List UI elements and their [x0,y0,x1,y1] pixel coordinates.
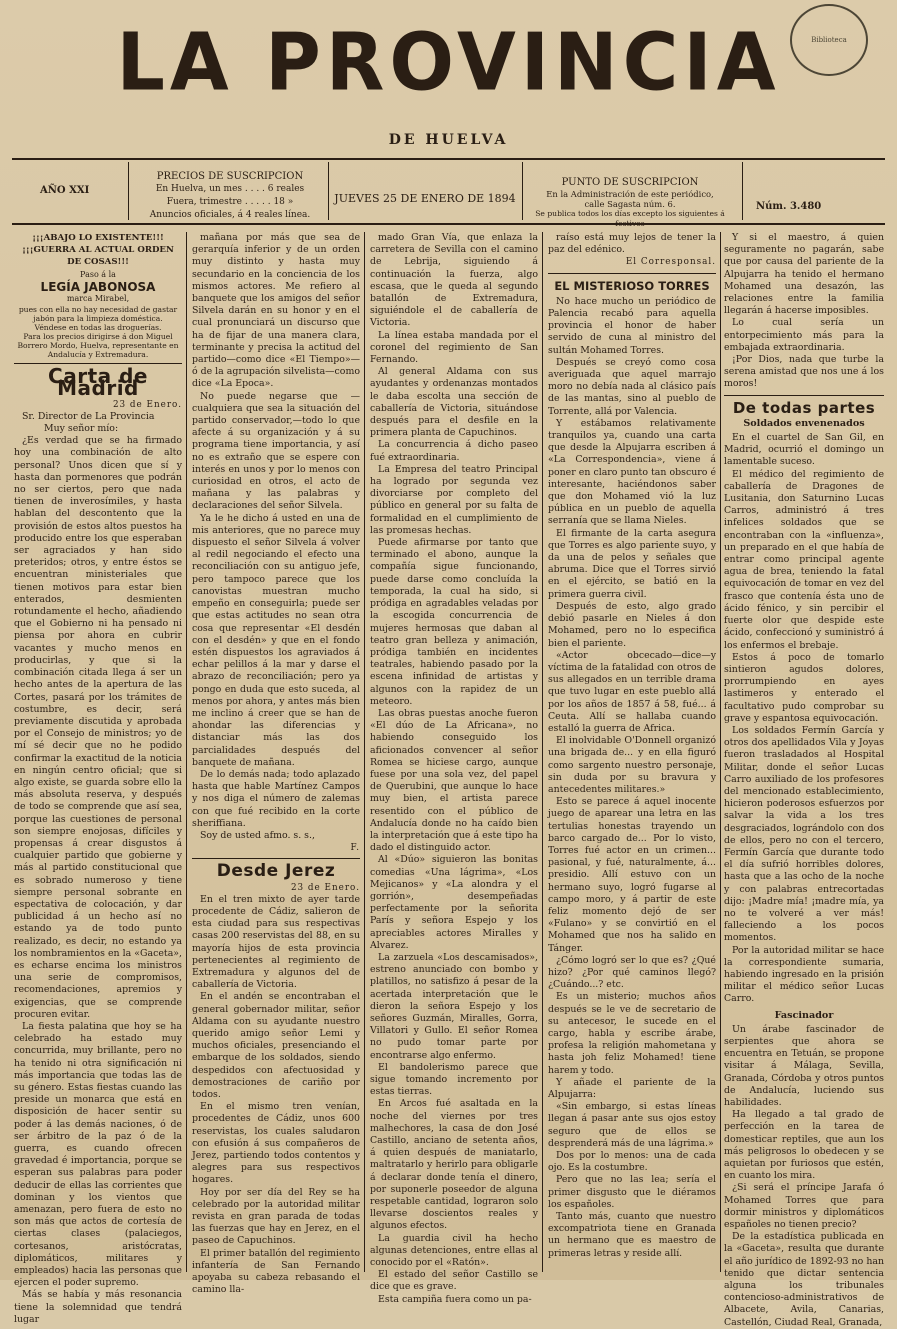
paragraph: Las obras puestas anoche fueron «El dúo de La Africana», no habiendo conseguido los aficionados convencer al señor Romea se hiciese cargo, aunque fuese por una sola vez, del papel de Querubini, que aunque lo hace muy bien, el artista parece resentido con el público de Andalucía donde no ha caído bien la interpretación que á este tipo ha dado el distinguido actor. [370,707,538,854]
paragraph: En el cuartel de San Gil, en Madrid, ocurrió el domingo un lamentable suceso. [724,432,884,468]
subscription-block [530,176,730,229]
column-1 [14,232,182,1325]
paragraph: ¿Si será el príncipe Jarafa ó Mohamed Torres que para dormir ministros y diplomáticos españoles no tienen precio? [724,1182,884,1231]
subscription-title: PUNTO DE SUSCRIPCION [561,177,699,188]
paragraph: En el tren mixto de ayer tarde procedente de Cádiz, salieron de esta ciudad para sus respectivas casas 200 reservistas del 88, en su mayoría hijos de esta provincia pertenecientes al regimiento de Extremadura y algunos del de caballería de Victoria. [192,893,360,991]
greeting: Muy señor mío: [44,423,119,435]
paragraph: Hoy por ser día del Rey se ha celebrado por la autoridad militar revista en gran parada de todas las fuerzas que hay en Jerez, en el paseo de Capuchinos. [192,1186,360,1247]
ad-line: ¡¡¡ABAJO LO EXISTENTE!!! [32,233,164,243]
ad-line: Para los precios dirigirse á don Miguel Borrero Mordo, Huelva, representante en Andalucía y Extremadura. [17,332,179,360]
paragraph: Después de esto, algo grado debió pasarle en Nieles á don Mohamed, pero no lo especifica bien el pariente. [548,600,716,649]
ad-brand: LEGÍA JABONOSA [40,279,156,294]
paragraph: El bandolerismo parece que sigue tomando incremento por estas tierras. [370,1061,538,1098]
paragraph: El médico del regimiento de caballería de Dragones de Lusitania, don Saturnino Lucas Carros, administró á tres infelices soldados que se encontraban con la «influenza», un preparado en el que había de entrar como principal agente agua de brea, teniendo la fatal equivocación de tomar en vez del frasco que contenía ésta uno de ácido fénico, y sin percibir el fuerte olor que despide este ácido, confeccionó y suministró á los enfermos el brebaje. [724,468,884,651]
article-heading: EL MISTERIOSO TORRES [554,278,710,293]
column-5 [724,232,884,1328]
paragraph: Y si el maestro, á quien seguramente no pagarán, sabe que por causa del pariente de la Alpujarra ha tenido el hermano Mohamed una desazón, las relaciones entre la familia llegarán á hacerse imposibles. [724,232,884,317]
ad-line: Paso á la [80,269,116,279]
column-divider [720,232,721,1272]
paragraph: La concurrencia á dicho paseo fué extraordinaria. [370,439,538,463]
header-rule-top [12,158,885,160]
article-date: 23 de Enero. [112,399,182,410]
column-divider [542,232,543,1272]
subscription-line: En la Administración de este periódico, [546,189,714,199]
paragraph: Soy de usted afmo. s. s., [200,829,315,841]
column-divider [186,232,187,1272]
column-divider [364,232,365,1272]
signature: El Corresponsal. [625,257,716,268]
ad-line: Véndese en todas las droguerías. [34,323,162,333]
paragraph: La zarzuela «Los descamisados», estreno anunciado con bombo y platillos, no satisfizo á pesar de la acertada interpretación que le dieron la señora Espejo y los señores Guzmán, Miralles, Gorra, Villatori y Gullo. El señor Romea no pudo tomar parte por encontrarse algo enfermo. [370,951,538,1061]
paragraph: El firmante de la carta asegura que Torres es algo pariente suyo, y da una de pelos y señales que abruma. Dice que el Torres sirvió en el ejército, se batió en la primera guerra civil. [548,527,716,600]
paragraph: Y añade el pariente de la Alpujarra: [548,1076,716,1101]
paragraph: ¿Cómo logró ser lo que es? ¿Qué hizo? ¿Por qué caminos llegó? ¿Cuándo...? etc. [548,954,716,991]
paragraph: De la estadística publicada en la «Gaceta», resulta que durante el año jurídico de 1892-93 no han tenido que dictar sentencia alguna los tribunales contencioso-administrativos de Albacete, Avila, Canarias, Castellón, Ciudad Real, Granada, [724,1231,884,1328]
article-date: 23 de Enero. [290,882,360,893]
paragraph: El primer batallón del regimiento infantería de San Fernando apoyaba su cabeza rebasando el camino lla- [192,1247,360,1296]
issue-number: Núm. 3.480 [756,201,822,212]
paragraph: De lo demás nada; todo aplazado hasta que hable Martínez Campos y nos diga el número de zalemas con que fué recibido en la corte sheriffiana. [192,768,360,829]
column-4 [548,232,716,1272]
paragraph: mado Gran Vía, que enlaza la carretera de Sevilla con el camino de Lebrija, siguiendo á continuación la fuerza, algo escasa, que le queda al segundo batallón de Extremadura, siguiéndole el de caballería de Victoria. [370,232,538,329]
divider [742,162,743,220]
header-rule-bottom [12,223,885,225]
separator [724,395,884,396]
paragraph: El estado del señor Castillo se dice que es grave. [370,1269,538,1293]
paragraph: mañana por más que sea de gerarquía inferior y de un orden muy distinto y hasta muy secundario en la conciencia de los mismos actores. Me refiero al banquete que los amigos del señor Silvela darán en su honor y en el cual pronunciará un discurso que ha de fijar de una manera clara, terminante y precisa la actitud del partido—como dice «El Tiempo»—ó de la agrupación silvelista—como dice «La Epoca». [192,232,360,390]
greeting: Sr. Director de La Provincia [22,410,155,422]
paragraph: Los soldados Fermín García y otros dos apellidados Vila y Joyas fueron trasladados al Hospital Militar, donde el señor Lucas Carro auxiliado de los profesores del mencionado establecimiento, hicieron poderosos esfuerzos por salvar la vida a los tres desgraciados, lográndolo con dos de ellos, pero no con el tercero, Fermín García que durante todo el día sufrió horribles dolores, hasta que a las ocho de la noche y con palabras entrecortadas dijo: ¡Madre mía! ¡madre mía, ya no te volveré a ver más! falleciendo a los pocos momentos. [724,724,884,944]
paragraph: «Sin embargo, si estas líneas llegan á pasar ante sus ojos estoy seguro que de ellos se desprenderá más de una lágrima.» [548,1101,716,1149]
year: AÑO XXI [40,185,90,196]
subheading: Soldados envenenados [743,417,865,429]
prices-title: PRECIOS DE SUSCRIPCION [156,171,304,182]
paragraph: En Arcos fué asaltada en la noche del viernes por tres malhechores, la casa de don José Castillo, anciano de setenta años, á quien después de maniatarlo, maltratarlo y herirlo para obligarle á declarar donde tenía el dinero, por suponerle poseedor de alguna respetable cantidad, lograron solo llevarse doscientos reales y algunos efectos. [370,1098,538,1232]
column-2 [192,232,360,1296]
paragraph: ¿Es verdad que se ha firmado hoy una combinación de alto personal? Unos dicen que sí y hasta dan pormenores que podrán no ser ciertos, pero que nada tienen de inverosímiles, y hasta hablan del descontento que la provisión de estos altos puestos ha producido entre los que esperaban ser agraciados y han sido preteridos; otros, y entre éstos se encuentran ministeriales que tienen motivos para estar bien enterados, desmienten rotundamente el hecho, añadiendo que el Gobierno ni ha pensado ni piensa por ahora en cubrir vacantes y mucho menos en producirlas, y que si la combinación citada llega á ser un hecho antes de la apertura de las Cortes, pasará por los trámites de costumbre, es decir, será previamente discutida y aprobada por el Consejo de ministros; yo de mí sé decir que no he podido confirmar la exactitud de la noticia en ningún centro oficial; que si algo existe, se guarda sobre ello la más absoluta reserva, y después de todo se comprende que así sea, porque las cuestiones de personal son siempre enojosas, difíciles y propensas á crear disgustos á cualquier partido que gobierne y más al partido constitucional que es sobrado numeroso y tiene siempre personal sobrante en espectativa de colocación, y dar publicidad á un hecho así no estando ya de todo punto realizado, es decir, no estando ya los nombramientos en la «Gaceta», es echarse encima los ministros una serie de compromisos, recomendaciones, apremios y exigencias, que se comprende procuren evitar. [14,435,182,1020]
stamp-text: Biblioteca [811,36,847,44]
issue-date: JUEVES 25 DE ENERO DE 1894 [334,192,516,205]
paragraph: Por la autoridad militar se hace la correspondiente sumaria, habiendo ingresado en la prisión militar el médico señor Lucas Carro. [724,944,884,1005]
paragraph: No puede negarse que —cualquiera que sea la situación del partido conservador,—todo lo que afecte á su organización y á su programa tiene importancia, y así no es extraño que se espere con interés en unos y por lo menos con curiosidad en otros, el acto de mañana y las palabras y declaraciones del señor Silvela. [192,390,360,512]
article-heading: Carta de Madrid [48,364,148,401]
divider [328,162,329,220]
separator [192,858,360,859]
paragraph: Ya le he dicho á usted en una de mis anteriores, que no parece muy dispuesto el señor Silvela á volver al redil negociando el efecto una reconciliación con su antiguo jefe, pero tampoco parece que los canovistas muestran mucho empeño en conseguirla; puede ser que estas actitudes no sean otra cosa que representar «El desdén con el desdén» y que en el fondo estén dispuestos los agraviados á echar pelillos á la mar y darse el abrazo de reconciliación; pero ya pongo en duda que esto suceda, al menos por ahora, y antes más bien me inclino á creer que se han de ahondar las diferencias y distanciar más las dos parcialidades después del banquete de mañana. [192,512,360,768]
paragraph: Más se había y más resonancia tiene la solemnidad que tendrá lugar [14,1289,182,1325]
paragraph: Pero que no las lea; sería el primer disgusto que le diéramos los españoles. [548,1174,716,1210]
ad-line: marca Mirabel, [66,294,130,304]
price-line: Fuera, trimestre . . . . . 18 » [166,197,294,207]
section-heading: De todas partes [732,398,876,417]
separator [548,273,716,274]
paragraph: Esta campiña fuera como un pa- [378,1293,532,1305]
ad-line: pues con ella no hay necesidad de gastar jabón para la limpieza doméstica. [18,305,178,324]
signature: F. [350,843,360,854]
prices-block [140,170,320,222]
paragraph: Esto se parece á aquel inocente juego de aparear una letra en las tertulias honestas trayendo un barco cargado de... Por lo visto, Torres fué actor en un crimen... pasional, y fué, naturalmente, á... presidio. Allí estuvo con un hermano suyo, logró fugarse al campo moro, y á partir de este feliz momento dejó de ser «Fulano» y se convirtió en el Mohamed que nos ha salido en Tánger. [548,796,716,954]
subscription-line: Se publica todos los días excepto los siguientes á festivos [535,209,725,228]
paragraph: Y estábamos relativamente tranquilos ya, cuando una carta que desde la Alpujarra escriben á «La Correspondencia», viene á poner en claro punto tan obscuro é interesante, haciéndonos saber que don Mohamed vió la luz pública en un pueblo de aquella serranía que se llama Nieles. [548,417,716,527]
paragraph: «Actor obcecado—dice—y víctima de la fatalidad con otros de sus allegados en un terrible drama que tuvo lugar en este pueblo allá por los años de 1857 á 58, fué... á Ceuta. Allí se hallaba cuando estalló la guerra de Africa. [548,649,716,734]
paragraph: La Empresa del teatro Principal ha logrado por segunda vez divorciarse por completo del público en general por su falta de formalidad en el cumplimiento de las promesas hechas. [370,463,538,536]
price-line: En Huelva, un mes . . . . 6 reales [155,184,305,194]
paragraph: Dos por lo menos: una de cada ojo. Es la costumbre. [548,1150,716,1174]
masthead-title: LA PROVINCIA [116,14,781,109]
paragraph: En el mismo tren venían, procedentes de Cádiz, unos 600 reservistas, los cuales saludaron con efusión á sus compañeros de Jerez, partiendo todos contentos y alegres para sus respectivos hogares. [192,1101,360,1186]
subheading: Fascinador [774,1009,834,1021]
price-line: Anuncios oficiales, á 4 reales línea. [149,210,311,220]
paragraph: Lo cual sería un entorpecimiento más para la embajada extraordinaria. [724,317,884,353]
masthead-subtitle: DE HUELVA [388,132,509,148]
divider [522,162,523,220]
paragraph: En el andén se encontraban el general gobernador militar, señor Aldama con su ayudante nuestro querido amigo señor Lemi y muchos oficiales, presenciando el embarque de los soldados, siendo despedidos con afectuosidad y demostraciones de cariño por todos. [192,991,360,1101]
divider [128,162,129,220]
paragraph: Un árabe fascinador de serpientes que ahora se encuentra en Tetuán, se propone visitar á Málaga, Sevilla, Granada, Córdoba y otros puntos de Andalucía, luciendo sus habilidades. [724,1023,884,1109]
column-3 [370,232,538,1305]
paragraph: El inolvidable O'Donnell organizó una brigada de... y en ella figuró como sargento nuestro personaje, sin duda por su bravura y antecedentes militares.» [548,735,716,795]
paragraph: Al «Dúo» siguieron las bonitas comedias «Una lágrima», «Los Mejicanos» y «La alondra y el gorrión», desempeñadas perfectamente por la señorita París y señora Espejo y los apreciables actores Miralles y Alvarez. [370,854,538,951]
paragraph: Puede afirmarse por tanto que terminado el abono, aunque la compañía sigue funcionando, puede darse como concluída la temporada, la cual ha sido, si pródiga en agradables veladas por la escogida concurrencia de mujeres hermosas que daban al teatro gran belleza y animación, pródiga también en incidentes teatrales, habiendo pasado por la escena infinidad de artistas y algunos con la rapidez de un meteoro. [370,537,538,707]
paragraph: raíso está muy lejos de tener la paz del edénico. [548,232,716,256]
paragraph: No hace mucho un periódico de Palencia recabó para aquella provincia el honor de haber servido de cuna al ministro del sultán Mohamed Torres. [548,295,716,356]
paragraph: Tanto más, cuanto que nuestro excompatriota tiene en Granada un hermano que es maestro de primeras letras y reside allí. [548,1211,716,1259]
subscription-line: calle Sagasta núm. 6. [584,199,676,209]
paragraph: Después se creyó como cosa averiguada que aquel marrajo moro no debía nada al clásico país de las mantas, sino al pueblo de Torrente, allá por Valencia. [548,356,716,417]
paragraph: La guardia civil ha hecho algunas detenciones, entre ellas al conocido por el «Ratón». [370,1232,538,1269]
paragraph: Estos á poco de tomarlo sintieron agudos dolores, prorrumpiendo en ayes lastimeros y enterado el facultativo pudo comprobar su grave y espantosa equivocación. [724,651,884,724]
paragraph: ¡Por Dios, nada que turbe la serena amistad que nos une á los moros! [724,354,884,390]
article-heading: Desde Jerez [216,861,336,882]
paragraph: La fiesta palatina que hoy se ha celebrado ha estado muy concurrida, muy brillante, pero no ha tenido ni otra significación ni más importancia que todas las de su género. Estas fiestas cuando las preside un monarca que está en disposición de hacer sentir su poder á las demás naciones, ó de ser árbitro de la paz ó de la guerra, es cuando ofrecen gravedad é importancia, porque se esperan sus palabras para poder deducir de ellas las corrientes que dominan y los vientos que amenazan, pero fuera de esto no son más que actos de cortesía de ciertas clases (palaciegos, cortesanos, aristócratas, diplomáticos, militares y empleados) hacia las personas que ejercen el poder supremo. [14,1020,182,1289]
paragraph: Al general Aldama con sus ayudantes y ordenanzas montados le daba escolta una sección de caballería de Victoria, situándose después para el desfile en la primera planta de Capuchinos. [370,366,538,439]
paragraph: Es un misterio; muchos años después se le ve de secretario de su antecesor, le sucede en el cargo, habla y escribe árabe, profesa la religión mahometana y hasta joh feliz Mohamed! tiene harem y todo. [548,991,716,1076]
paragraph: Ha llegado a tal grado de perfección en la tarea de domesticar reptiles, que aun los más peligrosos lo obedecen y se aquietan por furiosos que estén, en cuanto los mira. [724,1109,884,1182]
paragraph: La línea estaba mandada por el coronel del regimiento de San Fernando. [370,329,538,366]
ad-line: ¡¡¡GUERRA AL ACTUAL ORDEN DE COSAS!!! [22,245,174,268]
